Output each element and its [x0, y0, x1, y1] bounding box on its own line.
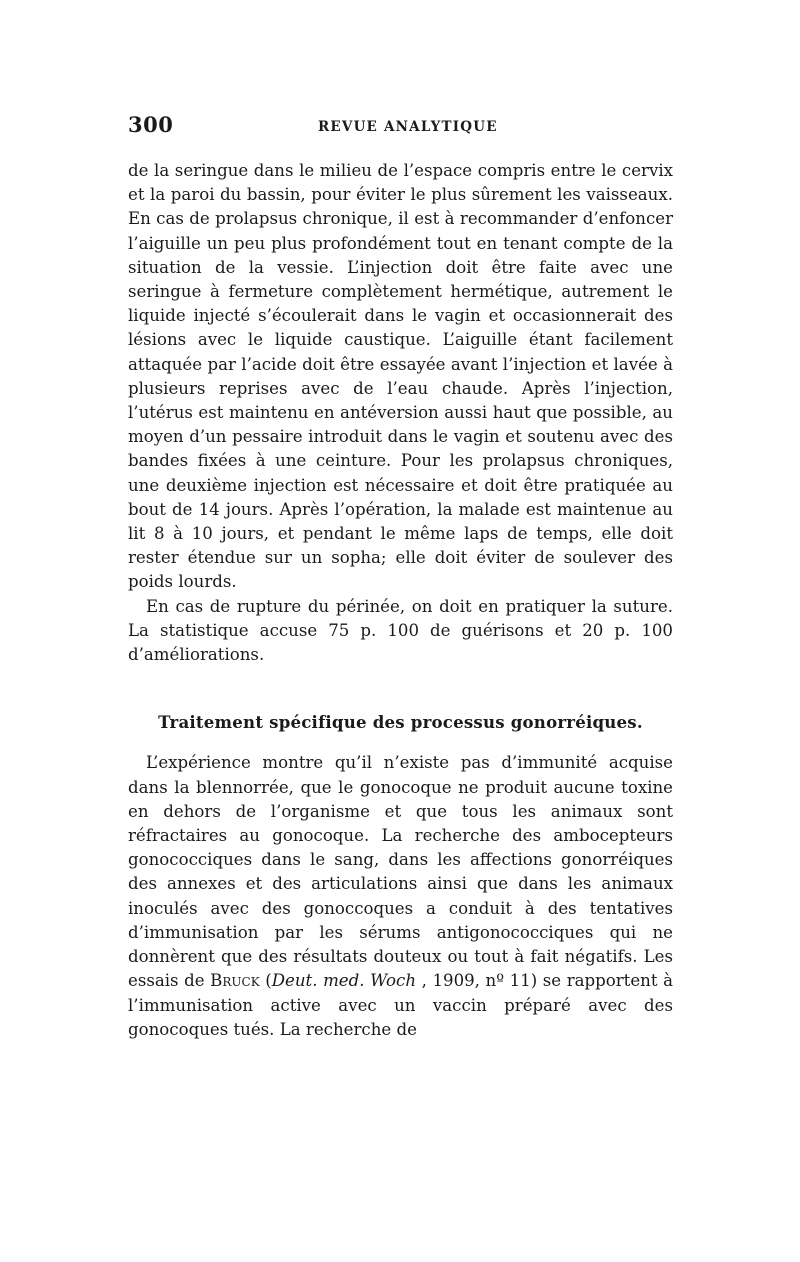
citation-open: (	[259, 971, 272, 991]
author-name: Bruck	[210, 971, 260, 991]
running-head	[128, 112, 673, 142]
paragraph-text: L’expérience montre qu’il n’existe pas d’immunité acquise dans la blennorrée, que le gonocoque ne produit aucune toxine en dehors de l’organisme et que tous les animaux sont réfractaires au gonocoque. La recherche des ambocepteurs gonococciques dans le sang, dans les affections gonorréiques des annexes et des articulations ainsi que dans les animaux inoculés avec des gonoccoques a conduit à des tentatives d’immunisation par les sérums antigonococciques qui ne donnèrent que des résultats douteux ou tout à fait négatifs. Les essais de	[128, 753, 673, 991]
section-heading: Traitement spécifique des processus gonorréiques.	[158, 712, 643, 733]
paragraph-continued: de la seringue dans le milieu de l’espace compris entre le cervix et la paroi du bassin, pour éviter le plus sûrement les vaisseaux. En cas de prolapsus chronique, il est à recommander d’enfoncer l’aiguille un peu plus profondément tout en tenant compte de la situation de la vessie. L’injection doit être faite avec une seringue à fermeture complètement hermétique, autrement le liquide injecté s’écoulerait dans le vagin et occasionnerait des lésions avec le liquide caustique. L’aiguille étant facilement attaquée par l’acide doit être essayée avant l’injection et lavée à plusieurs reprises avec de l’eau chaude. Après l’injection, l’utérus est maintenu en antéversion aussi haut que possible, au moyen d’un pessaire introduit dans le vagin et soutenu avec des bandes fixées à une ceinture. Pour les prolapsus chroniques, une deuxième injection est nécessaire et doit être pratiquée au bout de 14 jours. Après l’opération, la malade est maintenue au lit 8 à 10 jours, et pendant le même laps de temps, elle doit rester étendue sur un sopha; elle doit éviter de soulever des poids lourds.	[128, 161, 673, 592]
page-number: 300	[128, 112, 174, 137]
body-text	[128, 159, 673, 1042]
book-page	[128, 112, 673, 1042]
paragraph-gonorrhea	[128, 751, 673, 1041]
paragraph-text-end: , 1909, nº 11) se rapportent à l’immunisation active avec un vaccin préparé avec des gonocoques tués. La recherche de	[128, 971, 674, 1039]
journal-title: REVUE ANALYTIQUE	[318, 119, 498, 135]
paragraph-perinee: En cas de rupture du périnée, on doit en pratiquer la suture. La statistique accuse 75 p. 100 de guérisons et 20 p. 100 d’améliorations.	[128, 596, 673, 665]
journal-citation: Deut. med. Woch	[271, 971, 417, 991]
